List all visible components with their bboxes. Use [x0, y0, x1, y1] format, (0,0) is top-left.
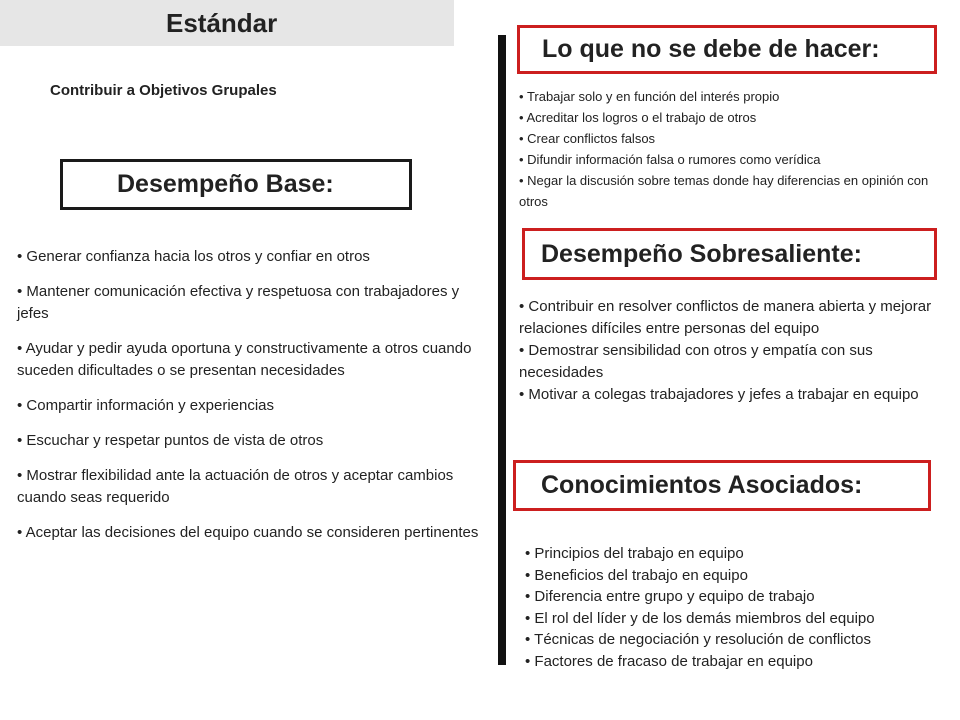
list-item — [519, 340, 944, 384]
list-item — [525, 651, 950, 673]
list-item — [519, 128, 944, 149]
dont-list — [519, 86, 944, 212]
list-item-text: Principios del trabajo en equipo — [534, 545, 744, 562]
list-item — [519, 149, 944, 170]
bullet-icon: • — [17, 283, 27, 300]
list-item-text: Compartir información y experiencias — [26, 397, 275, 414]
list-item — [519, 296, 944, 340]
base-list — [17, 246, 487, 544]
bullet-icon: • — [17, 467, 27, 484]
knowledge-heading-box — [513, 460, 931, 511]
bullet-icon: • — [519, 89, 527, 104]
bullet-icon: • — [525, 588, 535, 605]
outstanding-list — [519, 296, 944, 406]
list-item — [17, 522, 487, 544]
bullet-icon: • — [519, 298, 529, 315]
base-heading: Desempeño Base: — [117, 170, 334, 198]
list-item — [519, 107, 944, 128]
bullet-icon: • — [525, 652, 535, 670]
list-item-text: Difundir información falsa o rumores como verídica — [527, 152, 821, 167]
list-item-text: Mantener comunicación efectiva y respetuosa con trabajadores y jefes — [17, 283, 460, 322]
list-item-text: Negar la discusión sobre temas donde hay diferencias en opinión con otros — [519, 173, 929, 209]
bullet-icon: • — [519, 152, 528, 167]
vertical-divider — [498, 35, 506, 665]
list-item — [17, 395, 487, 417]
knowledge-heading: Conocimientos Asociados: — [541, 471, 863, 499]
list-item-text: Trabajar solo y en función del interés propio — [526, 89, 780, 104]
list-item — [525, 565, 950, 587]
bullet-icon: • — [17, 340, 26, 357]
list-item-text: Factores de fracaso de trabajar en equipo — [534, 652, 813, 670]
list-item — [17, 465, 487, 509]
list-item-text: El rol del líder y de los demás miembros del equipo — [534, 609, 875, 627]
list-item-text: Crear conflictos falsos — [527, 131, 656, 146]
page-subtitle: Contribuir a Objetivos Grupales — [50, 82, 277, 99]
bullet-icon: • — [519, 131, 528, 146]
bullet-icon: • — [525, 609, 535, 627]
list-item — [525, 629, 950, 651]
bullet-icon: • — [525, 566, 535, 584]
list-item-text: Beneficios del trabajo en equipo — [534, 566, 748, 584]
list-item — [525, 586, 950, 608]
list-item — [525, 543, 950, 565]
bullet-icon: • — [17, 524, 26, 541]
bullet-icon: • — [17, 248, 27, 265]
knowledge-list — [525, 543, 950, 672]
list-item — [519, 384, 944, 406]
base-heading-box — [60, 159, 412, 210]
list-item — [519, 86, 944, 107]
list-item — [17, 338, 487, 382]
list-item-text: Aceptar las decisiones del equipo cuando se consideren pertinentes — [25, 524, 479, 541]
list-item-text: Mostrar flexibilidad ante la actuación de otros y aceptar cambios cuando seas requerido — [17, 467, 454, 506]
bullet-icon: • — [17, 432, 27, 449]
list-item-text: Ayudar y pedir ayuda oportuna y constructivamente a otros cuando suceden dificultades o se presentan necesidades — [17, 340, 472, 379]
bullet-icon: • — [525, 631, 535, 648]
list-item-text: Motivar a colegas trabajadores y jefes a trabajar en equipo — [528, 386, 919, 403]
outstanding-heading-box — [522, 228, 937, 280]
list-item-text: Escuchar y respetar puntos de vista de otros — [26, 432, 324, 449]
bullet-icon: • — [519, 110, 527, 125]
bullet-icon: • — [519, 386, 529, 403]
dont-heading-box — [517, 25, 937, 74]
list-item — [519, 170, 944, 212]
bullet-icon: • — [525, 545, 535, 562]
outstanding-heading: Desempeño Sobresaliente: — [541, 239, 862, 268]
bullet-icon: • — [17, 397, 27, 414]
list-item — [17, 246, 487, 268]
list-item-text: Demostrar sensibilidad con otros y empatía con sus necesidades — [519, 342, 873, 381]
dont-heading: Lo que no se debe de hacer: — [542, 35, 880, 63]
list-item-text: Generar confianza hacia los otros y confiar en otros — [26, 248, 370, 265]
list-item-text: Diferencia entre grupo y equipo de trabajo — [534, 588, 815, 605]
list-item — [17, 430, 487, 452]
list-item-text: Contribuir en resolver conflictos de manera abierta y mejorar relaciones difíciles entre personas del equipo — [519, 298, 932, 337]
page-title: Estándar — [166, 8, 278, 38]
bullet-icon: • — [519, 342, 529, 359]
bullet-icon: • — [519, 173, 528, 188]
list-item — [525, 608, 950, 630]
list-item-text: Técnicas de negociación y resolución de conflictos — [534, 631, 872, 648]
list-item-text: Acreditar los logros o el trabajo de otros — [526, 110, 757, 125]
list-item — [17, 281, 487, 325]
